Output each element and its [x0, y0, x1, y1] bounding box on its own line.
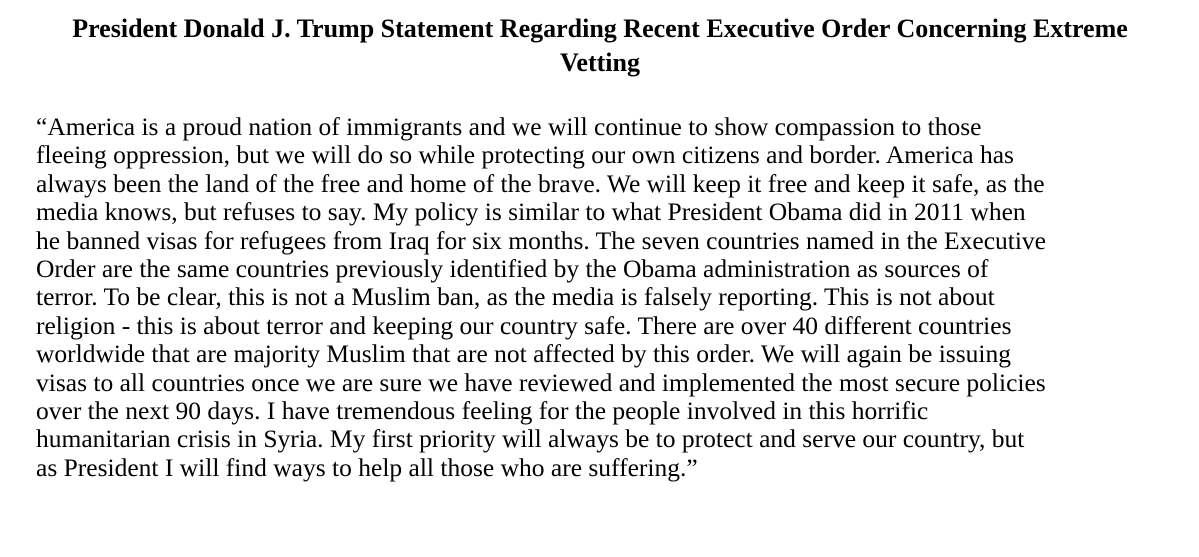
statement-line: terror. To be clear, this is not a Muslim ban, as the media is falsely reporting. This is not about [36, 282, 995, 312]
statement-line: visas to all countries once we are sure we have reviewed and implemented the most secure policies [36, 367, 1046, 397]
statement-line: over the next 90 days. I have tremendous feeling for the people involved in this horrific [36, 396, 929, 426]
title-line-2: Vetting [560, 48, 640, 77]
statement-line: Order are the same countries previously identified by the Obama administration as sources of [36, 254, 989, 284]
statement-body [36, 113, 1186, 482]
statement-line: fleeing oppression, but we will do so while protecting our own citizens and border. America has [36, 140, 1014, 170]
statement-line: religion - this is about terror and keeping our country safe. There are over 40 different countries [36, 310, 1012, 340]
statement-line: as President I will find ways to help all those who are suffering.” [36, 452, 698, 482]
statement-line: “America is a proud nation of immigrants and we will continue to show compassion to those [36, 112, 982, 141]
statement-line: always been the land of the free and home of the brave. We will keep it free and keep it safe, as the [36, 168, 1045, 198]
statement-line: humanitarian crisis in Syria. My first priority will always be to protect and serve our country, but [36, 424, 1025, 454]
statement-line: media knows, but refuses to say. My policy is similar to what President Obama did in 2011 when [36, 197, 1026, 227]
statement-line: worldwide that are majority Muslim that are not affected by this order. We will again be issuing [36, 339, 1011, 369]
title-line-1: President Donald J. Trump Statement Regarding Recent Executive Order Concerning Extreme [72, 14, 1128, 43]
document-title [40, 12, 1160, 80]
statement-line: he banned visas for refugees from Iraq for six months. The seven countries named in the Executive [36, 225, 1047, 255]
